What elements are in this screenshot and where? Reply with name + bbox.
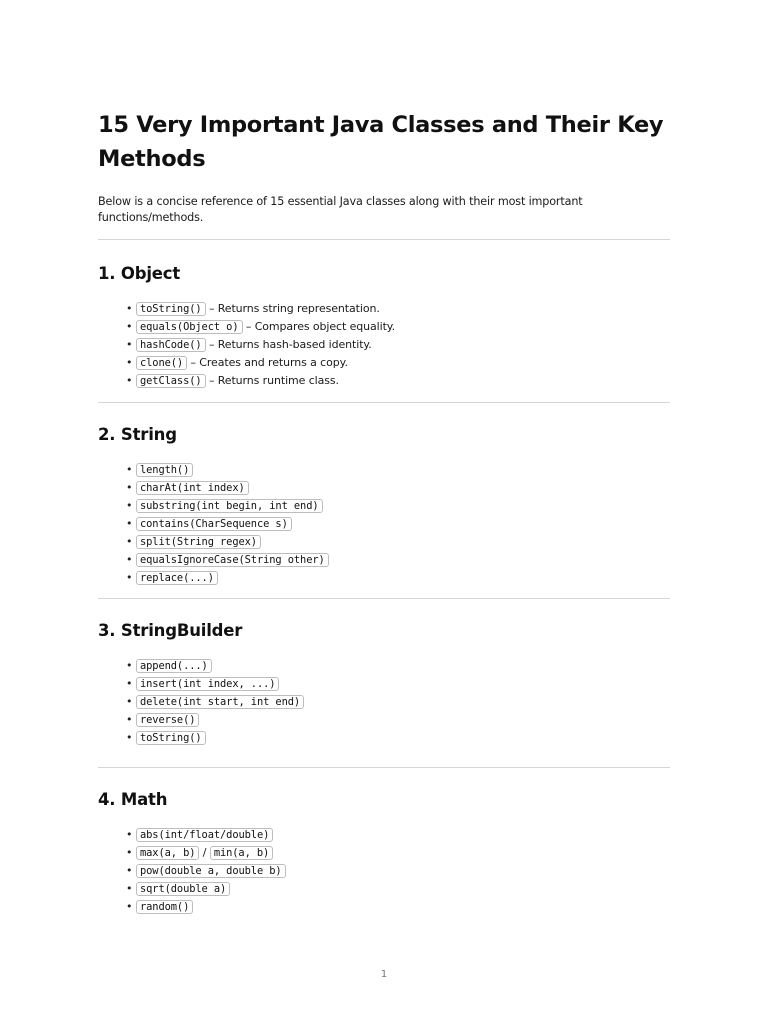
bullet: • bbox=[126, 356, 133, 369]
method-code: equalsIgnoreCase(String other) bbox=[136, 553, 329, 567]
list-item bbox=[126, 880, 670, 898]
bullet: • bbox=[126, 900, 133, 913]
method-code: abs(int/float/double) bbox=[136, 828, 273, 842]
document-body bbox=[98, 108, 670, 916]
list-item bbox=[126, 551, 670, 569]
method-code: append(...) bbox=[136, 659, 212, 673]
bullet: • bbox=[126, 571, 133, 584]
bullet: • bbox=[126, 481, 133, 494]
divider bbox=[98, 239, 670, 240]
method-code: toString() bbox=[136, 731, 206, 745]
bullet: • bbox=[126, 320, 133, 333]
list-item bbox=[126, 711, 670, 729]
bullet: • bbox=[126, 535, 133, 548]
bullet: • bbox=[126, 864, 133, 877]
divider bbox=[98, 598, 670, 599]
intro-paragraph: Below is a concise reference of 15 essential Java classes along with their most important functions/methods. bbox=[98, 195, 583, 224]
method-description: – Returns string representation. bbox=[205, 302, 380, 315]
method-code: getClass() bbox=[136, 374, 206, 388]
method-code: max(a, b) bbox=[136, 846, 199, 860]
method-description: – Compares object equality. bbox=[242, 320, 396, 333]
title-line-2: Methods bbox=[98, 146, 206, 172]
section-object bbox=[98, 263, 670, 390]
section-heading: 4. Math bbox=[98, 790, 168, 809]
bullet: • bbox=[126, 731, 133, 744]
list-item bbox=[126, 533, 670, 551]
list-item bbox=[126, 372, 670, 390]
section-math bbox=[98, 789, 670, 916]
list-item bbox=[126, 515, 670, 533]
list-item bbox=[126, 675, 670, 693]
method-code: length() bbox=[136, 463, 193, 477]
bullet: • bbox=[126, 677, 133, 690]
method-code: pow(double a, double b) bbox=[136, 864, 286, 878]
method-code: clone() bbox=[136, 356, 187, 370]
method-code: insert(int index, ...) bbox=[136, 677, 279, 691]
divider bbox=[98, 402, 670, 403]
method-code: split(String regex) bbox=[136, 535, 261, 549]
method-code: substring(int begin, int end) bbox=[136, 499, 323, 513]
bullet: • bbox=[126, 882, 133, 895]
page-title bbox=[98, 108, 670, 176]
list-item bbox=[126, 336, 670, 354]
list-item bbox=[126, 354, 670, 372]
method-code: equals(Object o) bbox=[136, 320, 243, 334]
bullet: • bbox=[126, 828, 133, 841]
method-description: – Returns hash-based identity. bbox=[205, 338, 372, 351]
section-string bbox=[98, 424, 670, 587]
list-item bbox=[126, 479, 670, 497]
list-item bbox=[126, 693, 670, 711]
page-number: 1 bbox=[380, 969, 388, 980]
bullet: • bbox=[126, 553, 133, 566]
section-heading: 2. String bbox=[98, 425, 177, 444]
bullet: • bbox=[126, 695, 133, 708]
method-code: contains(CharSequence s) bbox=[136, 517, 292, 531]
bullet: • bbox=[126, 659, 133, 672]
method-code: min(a, b) bbox=[210, 846, 273, 860]
list-item bbox=[126, 844, 670, 862]
list-item bbox=[126, 497, 670, 515]
method-code: replace(...) bbox=[136, 571, 218, 585]
bullet: • bbox=[126, 713, 133, 726]
method-code: reverse() bbox=[136, 713, 199, 727]
section-heading: 1. Object bbox=[98, 264, 181, 283]
method-code: hashCode() bbox=[136, 338, 206, 352]
method-code: random() bbox=[136, 900, 193, 914]
list-item bbox=[126, 569, 670, 587]
bullet: • bbox=[126, 302, 133, 315]
bullet: • bbox=[126, 374, 133, 387]
list-item bbox=[126, 461, 670, 479]
list-item bbox=[126, 898, 670, 916]
divider bbox=[98, 767, 670, 768]
list-item bbox=[126, 300, 670, 318]
method-code: toString() bbox=[136, 302, 206, 316]
method-list bbox=[98, 826, 670, 916]
section-heading: 3. StringBuilder bbox=[98, 621, 243, 640]
method-description: – Creates and returns a copy. bbox=[187, 356, 348, 369]
list-item bbox=[126, 826, 670, 844]
method-code: sqrt(double a) bbox=[136, 882, 230, 896]
bullet: • bbox=[126, 338, 133, 351]
list-item bbox=[126, 657, 670, 675]
method-code: delete(int start, int end) bbox=[136, 695, 304, 709]
title-line-1: 15 Very Important Java Classes and Their Key bbox=[98, 112, 664, 138]
bullet: • bbox=[126, 517, 133, 530]
method-code: charAt(int index) bbox=[136, 481, 249, 495]
list-item bbox=[126, 862, 670, 880]
section-stringbuilder bbox=[98, 620, 670, 747]
method-list bbox=[98, 300, 670, 390]
method-separator: / bbox=[199, 846, 210, 859]
bullet: • bbox=[126, 499, 133, 512]
bullet: • bbox=[126, 463, 133, 476]
method-list bbox=[98, 657, 670, 747]
method-list bbox=[98, 461, 670, 587]
list-item bbox=[126, 729, 670, 747]
list-item bbox=[126, 318, 670, 336]
bullet: • bbox=[126, 846, 133, 859]
method-description: – Returns runtime class. bbox=[205, 374, 339, 387]
